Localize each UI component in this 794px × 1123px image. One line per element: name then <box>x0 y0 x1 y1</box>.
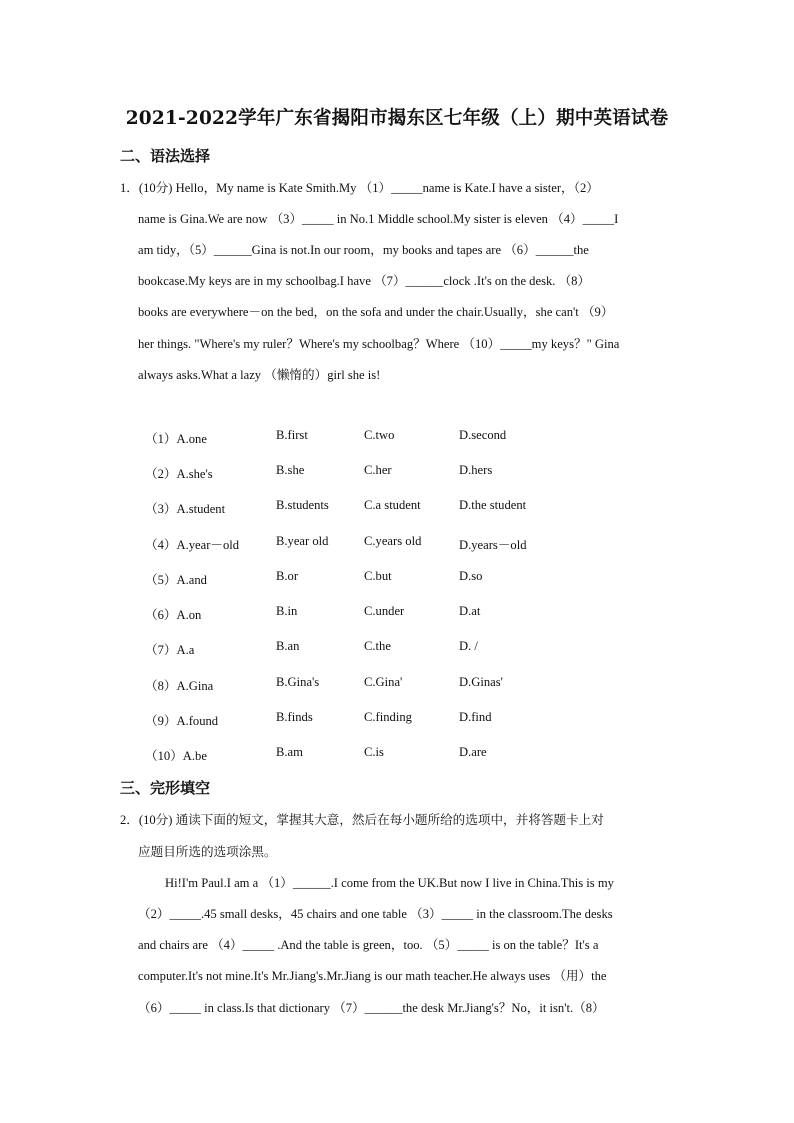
option-1b: B.first <box>276 428 308 442</box>
option-10b: B.am <box>276 745 303 759</box>
q1-line-4: bookcase.My keys are in my schoolbag.I have （7）______clock .It's on the desk. （8） <box>138 274 591 288</box>
q2-line-2: 应题目所选的选项涂黑。 <box>138 845 277 859</box>
option-5b: B.or <box>276 569 299 583</box>
option-8c: C.Gina' <box>364 675 403 689</box>
option-4c: C.years old <box>364 534 422 548</box>
q2-line-4: （2）_____.45 small desks，45 chairs and one table （3）_____ in the classroom.The desks <box>138 907 613 921</box>
option-1c: C.two <box>364 428 395 442</box>
q1-line-3: am tidy，（5）______Gina is not.In our room，my books and tapes are （6）______the <box>138 243 589 257</box>
option-5c: C.but <box>364 569 392 583</box>
section-heading-grammar: 二、语法选择 <box>120 147 211 165</box>
q1-line-1: 1．(10分) Hello，My name is Kate Smith.My （1）_____name is Kate.I have a sister，（2） <box>120 181 599 195</box>
option-2d: D.hers <box>459 463 493 477</box>
q2-line-3: Hi!I'm Paul.I am a （1）______.I come from the UK.But now I live in China.This is my <box>165 876 614 890</box>
option-6a: （6）A.on <box>145 608 202 622</box>
q1-line-5: books are everywhere－on the bed，on the sofa and under the chair.Usually，she can't （9） <box>138 305 614 319</box>
option-7a: （7）A.a <box>145 643 195 657</box>
option-7c: C.the <box>364 639 391 653</box>
option-10d: D.are <box>459 745 487 759</box>
section-heading-cloze: 三、完形填空 <box>120 779 211 797</box>
option-9d: D.find <box>459 710 492 724</box>
option-7d: D. / <box>459 639 478 653</box>
option-5d: D.so <box>459 569 483 583</box>
option-2a: （2）A.she's <box>145 467 213 481</box>
option-3d: D.the student <box>459 498 527 512</box>
page-title: 2021-2022学年广东省揭阳市揭东区七年级（上）期中英语试卷 <box>125 108 669 129</box>
q2-line-7: （6）_____ in class.Is that dictionary （7）______the desk Mr.Jiang's？No，it isn't.（8） <box>138 1001 605 1015</box>
option-9b: B.finds <box>276 710 313 724</box>
option-3c: C.a student <box>364 498 421 512</box>
option-10a: （10）A.be <box>145 749 207 763</box>
option-8d: D.Ginas' <box>459 675 503 689</box>
option-8a: （8）A.Gina <box>145 679 214 693</box>
option-1a: （1）A.one <box>145 432 207 446</box>
option-3b: B.students <box>276 498 329 512</box>
option-10c: C.is <box>364 745 384 759</box>
q2-line-1: 2．(10分) 通读下面的短文，掌握其大意，然后在每小题所给的选项中，并将答题卡上对 <box>120 813 604 827</box>
q1-line-2: name is Gina.We are now （3）_____ in No.1 Middle school.My sister is eleven （4）_____I <box>138 212 619 226</box>
option-2b: B.she <box>276 463 305 477</box>
option-3a: （3）A.student <box>145 502 226 516</box>
q2-line-6: computer.It's not mine.It's Mr.Jiang's.Mr.Jiang is our math teacher.He always uses （用）the <box>138 969 607 983</box>
q1-line-7: always asks.What a lazy （懒惰的）girl she is! <box>138 368 381 382</box>
option-4b: B.year old <box>276 534 329 548</box>
option-9a: （9）A.found <box>145 714 219 728</box>
option-2c: C.her <box>364 463 392 477</box>
option-4a: （4）A.year－old <box>145 538 240 552</box>
option-6c: C.under <box>364 604 405 618</box>
option-8b: B.Gina's <box>276 675 320 689</box>
option-7b: B.an <box>276 639 300 653</box>
option-6b: B.in <box>276 604 298 618</box>
option-1d: D.second <box>459 428 507 442</box>
option-6d: D.at <box>459 604 481 618</box>
option-9c: C.finding <box>364 710 412 724</box>
q1-line-6: her things. "Where's my ruler？Where's my schoolbag？Where （10）_____my keys？" Gina <box>138 337 620 351</box>
option-5a: （5）A.and <box>145 573 207 587</box>
q2-line-5: and chairs are （4）_____ .And the table is green，too. （5）_____ is on the table？It's a <box>138 938 599 952</box>
option-4d: D.years－old <box>459 538 527 552</box>
